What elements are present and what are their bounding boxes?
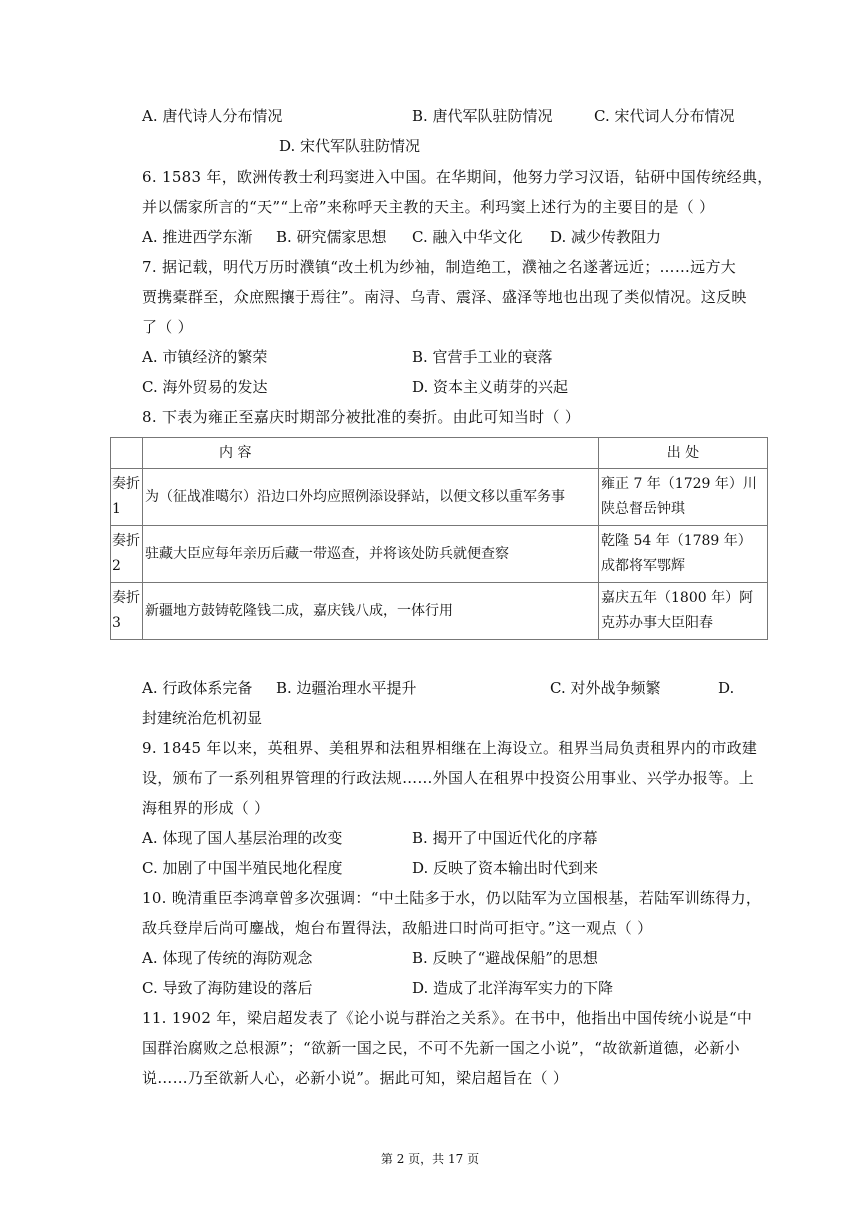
row-source: 雍正 7 年（1729 年）川陕总督岳钟琪: [599, 469, 768, 526]
q10-option-a: A. 体现了传统的海防观念: [142, 949, 313, 967]
q9-stem-line-1: 9. 1845 年以来，英租界、美租界和法租界相继在上海设立。租界当局负责租界内的市政建: [142, 739, 758, 757]
q5-option-a: A. 唐代诗人分布情况: [142, 107, 283, 125]
q11-stem-line-2: 国群治腐败之总根源”；“欲新一国之民，不可不先新一国之小说”，“故欲新道德，必新小: [142, 1039, 740, 1057]
table-row: [111, 583, 768, 640]
q7-stem-line-3: 了（ ）: [142, 318, 193, 336]
header-source: 出 处: [599, 438, 768, 469]
table-row: [111, 526, 768, 583]
header-content: 内 容: [143, 438, 599, 469]
q10-option-d: D. 造成了北洋海军实力的下降: [412, 979, 614, 997]
q6-option-b: B. 研究儒家思想: [276, 228, 387, 246]
q6-option-a: A. 推进西学东渐: [142, 228, 253, 246]
q8-option-c: C. 对外战争频繁: [550, 679, 661, 697]
q8-option-b: B. 边疆治理水平提升: [276, 679, 417, 697]
q8-option-d-text: 封建统治危机初显: [142, 709, 263, 727]
q8-stem: 8. 下表为雍正至嘉庆时期部分被批准的奏折。由此可知当时（ ）: [142, 408, 581, 426]
q11-stem-line-1: 11. 1902 年，梁启超发表了《论小说与群治之关系》。在书中，他指出中国传统小说是“中: [142, 1009, 753, 1027]
q5-option-d: D. 宋代军队驻防情况: [279, 137, 421, 155]
memorial-table: [110, 437, 768, 640]
row-source: 乾隆 54 年（1789 年）成都将军鄂辉: [599, 526, 768, 583]
q6-option-c: C. 融入中华文化: [412, 228, 523, 246]
row-label: 奏折3: [111, 583, 143, 640]
table-row: [111, 469, 768, 526]
table-header-row: [111, 438, 768, 469]
q5-option-c: C. 宋代词人分布情况: [594, 107, 735, 125]
row-content: 驻藏大臣应每年亲历后藏一带巡查，并将该处防兵就便查察: [143, 526, 599, 583]
q6-stem-line-2: 并以儒家所言的“天”“上帝”来称呼天主教的天主。利玛窦上述行为的主要目的是（ ）: [142, 198, 715, 216]
header-label-cell: [111, 438, 143, 469]
row-content: 新疆地方鼓铸乾隆钱二成，嘉庆钱八成，一体行用: [143, 583, 599, 640]
row-content: 为（征战准噶尔）沿边口外均应照例添设驿站，以便文移以重军务事: [143, 469, 599, 526]
q10-stem-line-2: 敌兵登岸后尚可鏖战，炮台布置得法，敌船进口时尚可拒守。”这一观点（ ）: [142, 919, 653, 937]
q7-option-b: B. 官营手工业的衰落: [412, 348, 553, 366]
row-label: 奏折1: [111, 469, 143, 526]
row-source: 嘉庆五年（1800 年）阿克苏办事大臣阳春: [599, 583, 768, 640]
q7-option-d: D. 资本主义萌芽的兴起: [412, 378, 569, 396]
q9-stem-line-3: 海租界的形成（ ）: [142, 799, 270, 817]
q9-option-a: A. 体现了国人基层治理的改变: [142, 829, 343, 847]
q6-stem-line-1: 6. 1583 年，欧洲传教士利玛窦进入中国。在华期间，他努力学习汉语，钻研中国传统经典，: [142, 168, 773, 186]
q8-option-d: D.: [718, 679, 735, 697]
page-footer: 第 2 页，共 17 页: [380, 1152, 480, 1166]
q7-option-a: A. 市镇经济的繁荣: [142, 348, 268, 366]
q8-option-a: A. 行政体系完备: [142, 679, 253, 697]
q9-option-b: B. 揭开了中国近代化的序幕: [412, 829, 598, 847]
q9-option-c: C. 加剧了中国半殖民地化程度: [142, 859, 343, 877]
q7-stem-line-1: 7. 据记载，明代万历时濮镇“改土机为纱袖，制造绝工，濮袖之名遂著远近；……远方大: [142, 258, 737, 276]
q5-option-b: B. 唐代军队驻防情况: [412, 107, 553, 125]
row-label: 奏折2: [111, 526, 143, 583]
q6-option-d: D. 减少传教阻力: [550, 228, 662, 246]
q10-option-b: B. 反映了“避战保船”的思想: [412, 949, 598, 967]
q9-option-d: D. 反映了资本输出时代到来: [412, 859, 599, 877]
q11-stem-line-3: 说……乃至欲新人心，必新小说”。据此可知，梁启超旨在（ ）: [142, 1069, 569, 1087]
q7-stem-line-2: 贾携橐群至，众庶熙攘于焉往”。南浔、乌青、震泽、盛泽等地也出现了类似情况。这反映: [142, 288, 747, 306]
q9-stem-line-2: 设，颁布了一系列租界管理的行政法规……外国人在租界中投资公用事业、兴学办报等。上: [142, 769, 755, 787]
q10-option-c: C. 导致了海防建设的落后: [142, 979, 313, 997]
q7-option-c: C. 海外贸易的发达: [142, 378, 268, 396]
q10-stem-line-1: 10. 晚清重臣李鸿章曾多次强调：“中土陆多于水，仍以陆军为立国根基，若陆军训练得力，: [142, 889, 762, 907]
